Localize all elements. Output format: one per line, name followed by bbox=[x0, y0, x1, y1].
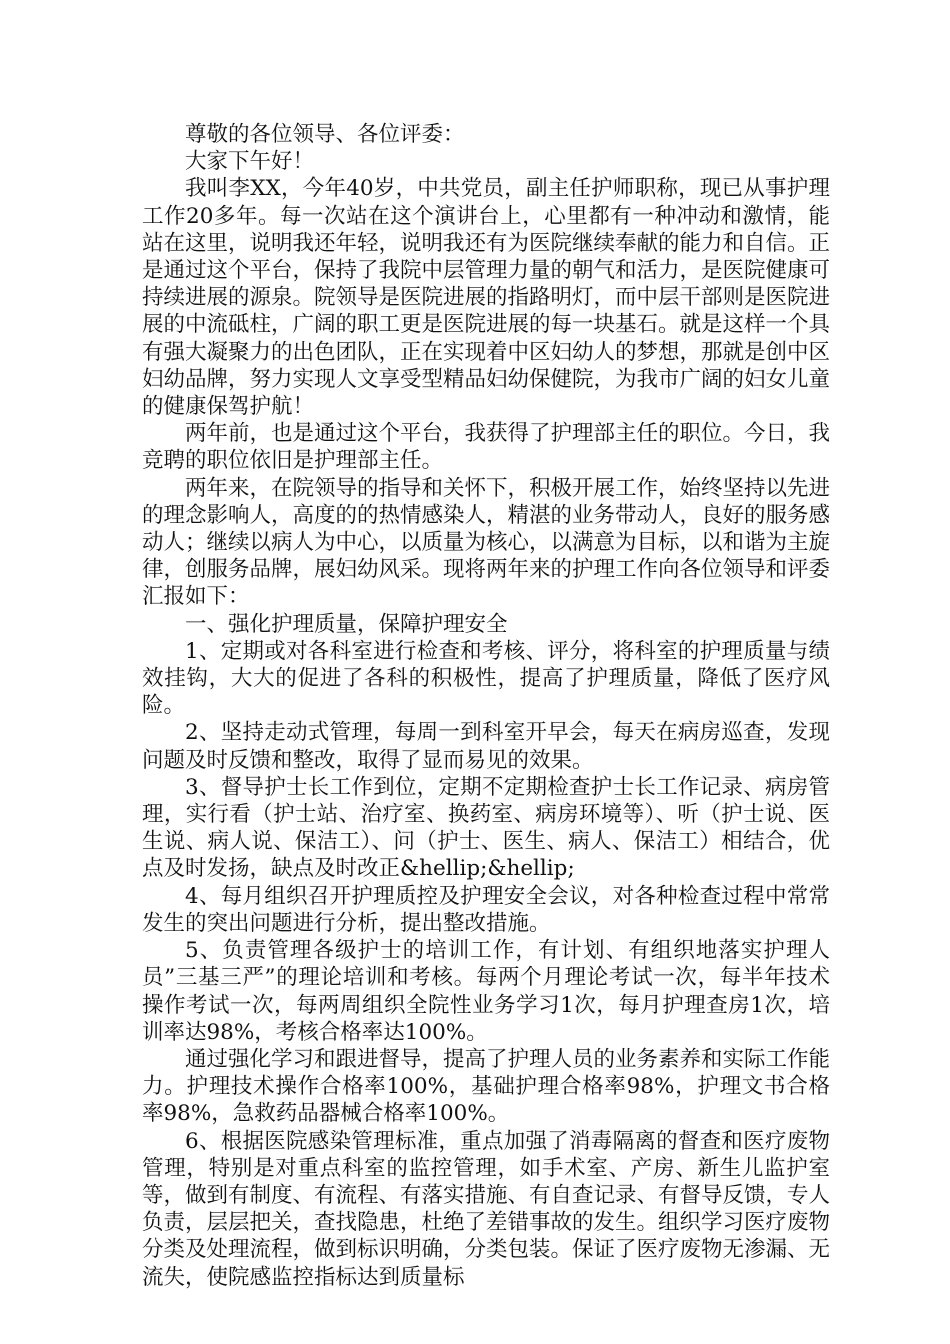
salutation: 尊敬的各位领导、各位评委： bbox=[185, 122, 465, 147]
list-item-6: 6、根据医院感染管理标准，重点加强了消毒隔离的督查和医疗废物管理，特别是对重点科室的监控管理，如手术室、产房、新生儿监护室等，做到有制度、有流程、有落实措施、有自查记录、有督导反馈，专人负责，层层把关，查找隐患，杜绝了差错事故的发生。组织学习医疗废物分类及处理流程，做到标识明确，分类包装。保证了医疗废物无渗漏、无流失，使院感监控指标达到质量标 bbox=[142, 1128, 831, 1290]
paragraph-two-years-work: 两年来，在院领导的指导和关怀下，积极开展工作，始终坚持以先进的理念影响人，高度的的热情感染人，精湛的业务带动人，良好的服务感动人；继续以病人为中心，以质量为核心，以满意为目标，以和谐为主旋律，创服务品牌，展妇幼风采。现将两年来的护理工作向各位领导和评委汇报如下： bbox=[142, 475, 831, 610]
list-item-4: 4、每月组织召开护理质控及护理安全会议，对各种检查过程中常常发生的突出问题进行分析，提出整改措施。 bbox=[142, 883, 830, 936]
paragraph-results: 通过强化学习和跟进督导，提高了护理人员的业务素养和实际工作能力。护理技术操作合格率100%，基础护理合格率98%，护理文书合格率98%，急救药品器械合格率100%。 bbox=[142, 1046, 831, 1127]
paragraph-intro: 我叫李XX，今年40岁，中共党员，副主任护师职称，现已从事护理工作20多年。每一次站在这个演讲台上，心里都有一种冲动和激情，能站在这里，说明我还年轻，说明我还有为医院继续奉献的能力和自信。正是通过这个平台，保持了我院中层管理力量的朝气和活力，是医院健康可持续进展的源泉。院领导是医院进展的指路明灯，而中层干部则是医院进展的中流砥柱，广阔的职工更是医院进展的每一块基石。就是这样一个具有强大凝聚力的出色团队，正在实现着中区妇幼人的梦想，那就是创中区妇幼品牌，努力实现人文享受型精品妇幼保健院，为我市广阔的妇女儿童的健康保驾护航！ bbox=[142, 176, 831, 420]
list-item-1: 1、定期或对各科室进行检查和考核、评分，将科室的护理质量与绩效挂钩，大大的促进了各科的积极性，提高了护理质量，降低了医疗风险。 bbox=[142, 638, 830, 719]
document-page bbox=[142, 121, 830, 1291]
greeting: 大家下午好！ bbox=[185, 149, 315, 175]
section-heading-1: 一、强化护理质量，保障护理安全 bbox=[185, 611, 508, 637]
list-item-5: 5、负责管理各级护士的培训工作，有计划、有组织地落实护理人员”三基三严”的理论培训和考核。每两个月理论考试一次，每半年技术操作考试一次，每两周组织全院性业务学习1次，每月护理查房1次，培训率达98%，考核合格率达100%。 bbox=[142, 938, 830, 1045]
list-item-3: 3、督导护士长工作到位，定期不定期检查护士长工作记录、病房管理，实行看（护士站、治疗室、换药室、病房环境等）、听（护士说、医生说、病人说、保洁工）、问（护士、医生、病人、保洁工）相结合，优点及时发扬，缺点及时改正&hellip;&hellip; bbox=[142, 774, 830, 882]
list-item-2: 2、坚持走动式管理，每周一到科室开早会，每天在病房巡查，发现问题及时反馈和整改，取得了显而易见的效果。 bbox=[142, 720, 830, 773]
paragraph-two-years-ago: 两年前，也是通过这个平台，我获得了护理部主任的职位。今日，我竞聘的职位依旧是护理部主任。 bbox=[142, 421, 831, 474]
